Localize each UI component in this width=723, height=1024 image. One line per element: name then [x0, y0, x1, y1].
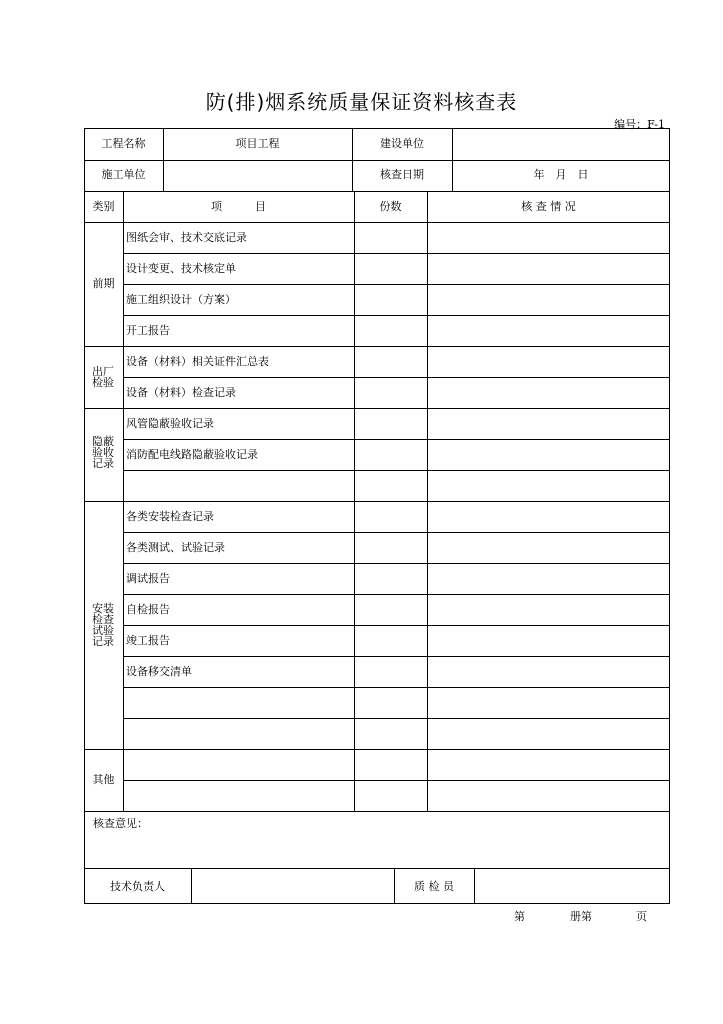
build-unit-label: 建设单位 [380, 137, 424, 150]
inspector-label: 质 检 员 [414, 880, 454, 893]
item-text: 施工组织设计（方案） [126, 293, 236, 306]
project-name-label: 工程名称 [101, 137, 146, 150]
project-name-value[interactable]: 项目工程 [235, 137, 280, 150]
row-divider [84, 868, 670, 869]
column-header-item: 项 目 [211, 200, 266, 213]
col-divider [191, 868, 192, 904]
row-divider [84, 749, 670, 750]
col-divider [452, 128, 453, 191]
category-concealed: 隐蔽 验收 记录 [92, 435, 114, 470]
row-divider [123, 532, 670, 533]
row-divider [84, 408, 670, 409]
row-divider [123, 253, 670, 254]
row-divider [123, 594, 670, 595]
category-other: 其他 [92, 773, 115, 786]
row-divider [123, 780, 670, 781]
row-divider [123, 284, 670, 285]
check-date-value[interactable]: 年 月 日 [533, 168, 589, 181]
check-date-label: 核查日期 [380, 168, 424, 181]
footer-di: 第 [514, 910, 525, 923]
item-text: 设备（材料）检查记录 [126, 386, 236, 399]
row-divider [123, 718, 670, 719]
row-divider [123, 625, 670, 626]
item-text: 设计变更、技术核定单 [126, 262, 236, 275]
row-divider [84, 811, 670, 812]
item-text: 自检报告 [126, 603, 170, 616]
row-divider [123, 563, 670, 564]
category-early: 前期 [92, 277, 115, 290]
item-text: 调试报告 [126, 572, 170, 585]
opinion-label: 核查意见： [93, 817, 148, 830]
item-text: 各类安装检查记录 [126, 510, 214, 523]
item-text: 消防配电线路隐蔽验收记录 [126, 448, 258, 461]
row-divider [123, 687, 670, 688]
row-divider [84, 222, 670, 223]
row-divider [123, 377, 670, 378]
column-header-copies: 份数 [379, 200, 402, 213]
item-text: 设备移交清单 [126, 665, 192, 678]
row-divider [123, 439, 670, 440]
footer-ce-di: 册第 [570, 910, 592, 923]
col-divider [354, 191, 355, 811]
col-divider [123, 191, 124, 811]
item-text: 设备（材料）相关证件汇总表 [126, 355, 269, 368]
page-title: 防(排)烟系统质量保证资料核查表 [205, 90, 518, 114]
row-divider [84, 191, 670, 192]
category-install: 安装 检查 试验 记录 [92, 602, 114, 648]
form-code: 编号：F-1 [614, 118, 665, 131]
item-text: 各类测试、试验记录 [126, 541, 225, 554]
col-divider [427, 191, 428, 811]
category-factory: 出厂 检验 [92, 365, 114, 389]
item-text: 风管隐蔽验收记录 [126, 417, 214, 430]
row-divider [84, 501, 670, 502]
row-divider [123, 315, 670, 316]
column-header-category: 类别 [92, 200, 115, 213]
item-text: 竣工报告 [126, 634, 170, 647]
row-divider [123, 656, 670, 657]
col-divider [474, 868, 475, 904]
row-divider [84, 160, 670, 161]
row-divider [84, 346, 670, 347]
footer-ye: 页 [636, 910, 647, 923]
tech-lead-label: 技术负责人 [110, 880, 165, 893]
item-text: 开工报告 [126, 324, 170, 337]
row-divider [123, 470, 670, 471]
construct-unit-label: 施工单位 [101, 168, 146, 181]
item-text: 图纸会审、技术交底记录 [126, 231, 247, 244]
column-header-status: 核 查 情 况 [521, 200, 576, 213]
